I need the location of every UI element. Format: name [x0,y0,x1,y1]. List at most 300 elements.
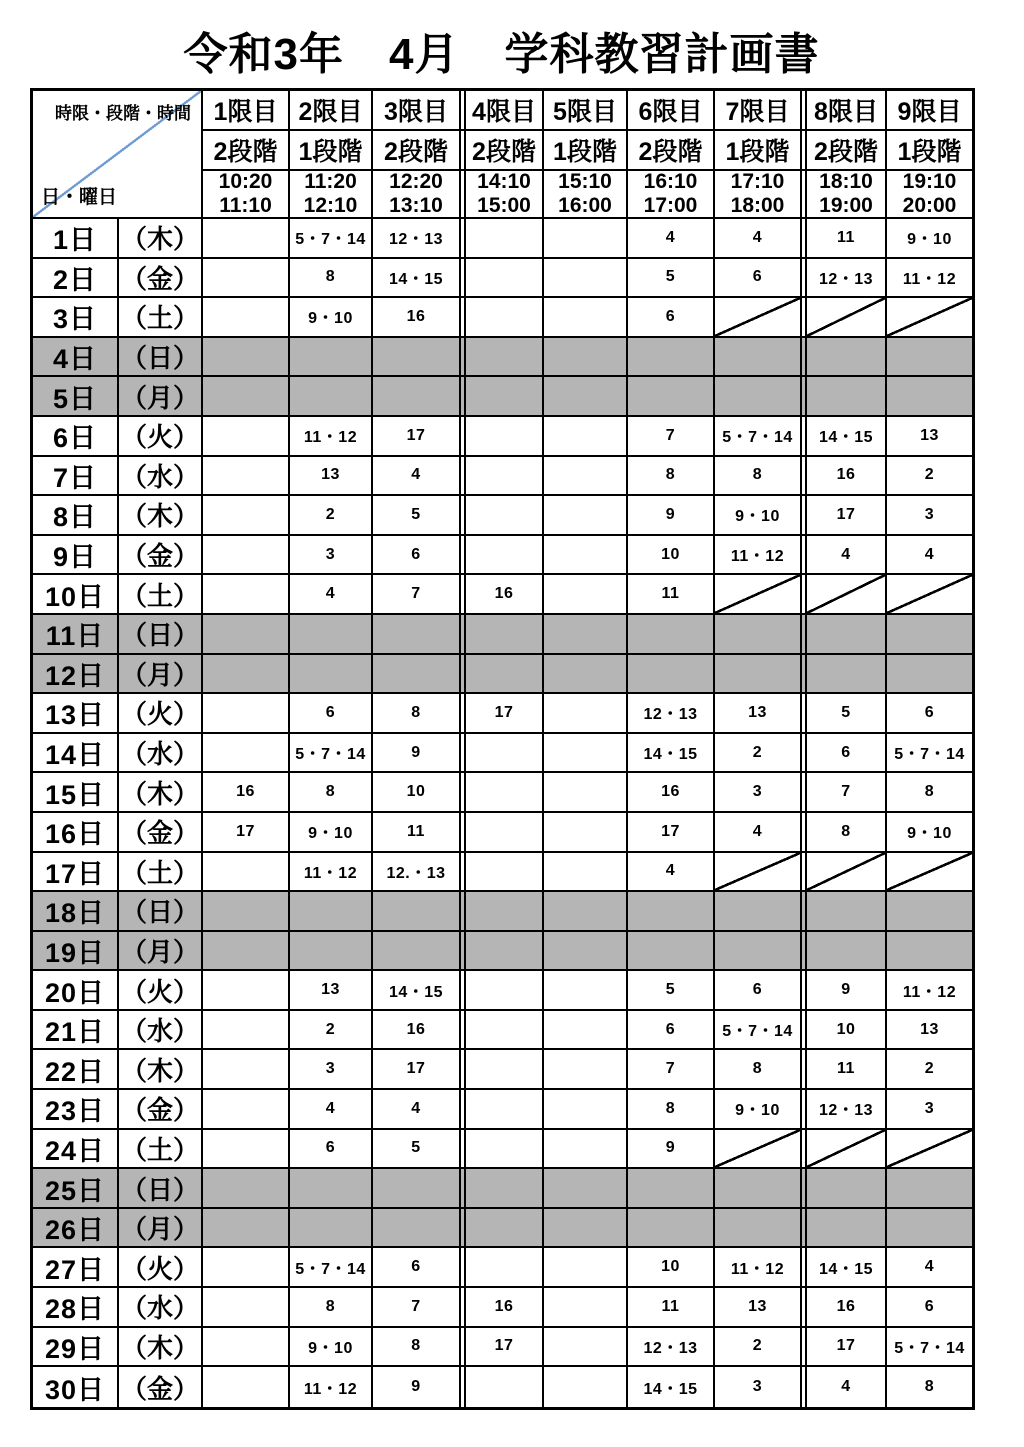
weekday-cell: （土） [119,298,203,338]
double-line-gap [459,1011,466,1051]
end-time: 13:10 [389,194,443,217]
lesson-cell: 8 [715,1050,800,1090]
lesson-cell [807,1169,887,1209]
lesson-cell [887,1209,972,1249]
double-line-gap [800,338,807,378]
day-cell: 8日 [33,496,119,536]
lesson-cell: 5・7・14 [887,1328,972,1368]
lesson-cell [544,338,628,378]
day-cell: 3日 [33,298,119,338]
lesson-cell [544,655,628,695]
weekday-cell: （月） [119,932,203,972]
crossed-out-cell [715,853,800,893]
lesson-cell [628,1209,715,1249]
lesson-cell [544,853,628,893]
crossed-out-cell [887,298,972,338]
lesson-cell: 13 [290,457,373,497]
double-line-gap [459,131,466,171]
lesson-cell [203,457,290,497]
lesson-cell: 4 [290,575,373,615]
lesson-cell [544,1169,628,1209]
time-header-cell [290,171,373,219]
weekday-cell: （水） [119,1288,203,1328]
period-header-cell: 6限目 [628,91,715,131]
day-cell: 6日 [33,417,119,457]
double-line-gap [459,1130,466,1170]
lesson-cell [466,1011,544,1051]
crossed-out-cell [887,1130,972,1170]
day-cell: 10日 [33,575,119,615]
end-time: 18:00 [730,194,785,217]
start-time: 15:10 [558,171,612,194]
lesson-cell: 9・10 [715,496,800,536]
lesson-cell [203,259,290,299]
lesson-cell: 6 [628,1011,715,1051]
lesson-cell: 14・15 [628,734,715,774]
double-line-gap [800,615,807,655]
period-header-cell: 8限目 [807,91,887,131]
lesson-cell [466,417,544,457]
lesson-cell [203,892,290,932]
weekday-cell: （木） [119,773,203,813]
lesson-cell [290,892,373,932]
lesson-cell: 6 [290,694,373,734]
start-time: 17:10 [730,171,785,194]
lesson-cell: 10 [373,773,459,813]
lesson-cell [466,853,544,893]
day-cell: 29日 [33,1328,119,1368]
start-time: 10:20 [218,171,273,194]
lesson-cell [466,259,544,299]
double-line-gap [800,971,807,1011]
lesson-cell [544,694,628,734]
lesson-cell [203,615,290,655]
crossed-out-cell [807,298,887,338]
end-time: 20:00 [902,194,957,217]
double-line-gap [800,734,807,774]
lesson-cell: 5 [628,259,715,299]
lesson-cell [544,1328,628,1368]
double-line-gap [459,457,466,497]
lesson-cell: 11・12 [715,1248,800,1288]
lesson-cell [466,219,544,259]
day-cell: 13日 [33,694,119,734]
lesson-cell [290,1169,373,1209]
lesson-cell: 4 [373,457,459,497]
stage-header-cell: 2段階 [807,131,887,171]
lesson-cell [807,377,887,417]
double-line-gap [800,932,807,972]
lesson-cell: 8 [924,1378,935,1396]
time-header-cell [887,171,972,219]
lesson-cell [628,892,715,932]
period-header-cell: 2限目 [290,91,373,131]
lesson-cell: 7 [628,417,715,457]
lesson-cell: 16 [628,773,715,813]
time-header-cell [807,171,887,219]
lesson-cell [807,1209,887,1249]
double-line-gap [800,171,807,219]
lesson-cell [203,417,290,457]
schedule-table [30,88,975,1410]
weekday-cell: （木） [119,1050,203,1090]
lesson-cell [466,338,544,378]
lesson-cell: 12・13 [807,1090,887,1130]
double-line-gap [800,219,807,259]
lesson-cell [544,1090,628,1130]
lesson-cell [544,298,628,338]
lesson-cell [203,1288,290,1328]
double-line-gap [800,694,807,734]
lesson-cell: 11・12 [290,417,373,457]
double-line-gap [459,615,466,655]
lesson-cell: 9 [628,1130,715,1170]
day-cell: 25日 [33,1169,119,1209]
lesson-cell: 4 [715,813,800,853]
lesson-cell: 11・12 [290,1367,373,1407]
lesson-cell: 4 [715,219,800,259]
corner-top-label: 時限・段階・時間 [55,104,191,123]
lesson-cell [203,1328,290,1368]
lesson-cell: 5・7・14 [290,219,373,259]
lesson-cell: 17 [203,813,290,853]
lesson-cell: 13 [887,1011,972,1051]
lesson-cell [628,655,715,695]
lesson-cell [373,892,459,932]
stage-header-cell: 1段階 [544,131,628,171]
lesson-cell [466,1169,544,1209]
double-line-gap [459,298,466,338]
lesson-cell [887,932,972,972]
lesson-cell [544,219,628,259]
lesson-cell: 14・15 [373,971,459,1011]
lesson-cell [466,1248,544,1288]
lesson-cell [373,615,459,655]
lesson-cell [373,932,459,972]
lesson-cell: 8 [715,457,800,497]
lesson-cell: 2 [715,1328,800,1368]
lesson-cell [807,338,887,378]
lesson-cell: 2 [715,734,800,774]
stage-header-cell: 1段階 [715,131,800,171]
crossed-out-cell [807,1130,887,1170]
lesson-cell: 6 [807,734,887,774]
lesson-cell: 4 [628,219,715,259]
lesson-cell: 2 [887,1050,972,1090]
lesson-cell [544,1248,628,1288]
lesson-cell [203,536,290,576]
double-line-gap [800,259,807,299]
crossed-out-cell [715,298,800,338]
double-line-gap [800,496,807,536]
day-cell: 21日 [33,1011,119,1051]
lesson-cell [887,338,972,378]
double-line-gap [800,853,807,893]
lesson-cell: 16 [373,1011,459,1051]
lesson-cell [203,377,290,417]
lesson-cell: 17 [373,1050,459,1090]
lesson-cell [887,655,972,695]
lesson-cell [807,892,887,932]
start-time: 16:10 [643,171,698,194]
time-header-cell [203,171,290,219]
lesson-cell [544,932,628,972]
lesson-cell [628,932,715,972]
lesson-cell: 14・15 [373,259,459,299]
lesson-cell: 6 [373,1248,459,1288]
end-time: 11:10 [219,194,272,217]
day-cell: 24日 [33,1130,119,1170]
lesson-cell [466,1130,544,1170]
lesson-cell [715,655,800,695]
lesson-cell: 13 [887,417,972,457]
lesson-cell [203,1169,290,1209]
lesson-cell: 8 [373,1328,459,1368]
weekday-cell: （木） [119,219,203,259]
lesson-cell: 16 [373,298,459,338]
double-line-gap [459,694,466,734]
double-line-gap [459,1328,466,1368]
double-line-gap [459,1090,466,1130]
lesson-cell: 10 [807,1011,887,1051]
lesson-cell: 17 [466,694,544,734]
lesson-cell [466,496,544,536]
lesson-cell: 11・12 [887,259,972,299]
double-line-gap [800,1011,807,1051]
lesson-cell: 5・7・14 [715,417,800,457]
stage-header-cell: 2段階 [466,131,544,171]
double-line-gap [459,338,466,378]
lesson-cell: 11 [628,1288,715,1328]
time-header-cell [466,171,544,219]
lesson-cell: 14・15 [807,1248,887,1288]
double-line-gap [800,892,807,932]
lesson-cell: 3 [887,496,972,536]
lesson-cell [203,496,290,536]
lesson-cell: 3 [752,1378,763,1396]
lesson-cell: 8 [290,773,373,813]
lesson-cell [544,1011,628,1051]
weekday-cell: （月） [119,655,203,695]
weekday-cell: （土） [119,1130,203,1170]
weekday-cell: （水） [119,1011,203,1051]
lesson-cell: 4 [373,1090,459,1130]
crossed-out-cell [807,853,887,893]
day-cell: 22日 [33,1050,119,1090]
lesson-cell: 17 [807,1328,887,1368]
crossed-out-cell [887,575,972,615]
lesson-cell [628,377,715,417]
lesson-cell [544,1288,628,1328]
lesson-cell: 16 [203,773,290,813]
lesson-cell [544,1050,628,1090]
lesson-cell: 9 [373,734,459,774]
lesson-cell: 6 [715,971,800,1011]
lesson-cell [715,377,800,417]
double-line-gap [800,1288,807,1328]
stage-header-cell: 2段階 [373,131,459,171]
lesson-cell: 4 [807,536,887,576]
day-cell: 16日 [33,813,119,853]
start-time: 11:20 [304,171,357,194]
lesson-cell: 11 [373,813,459,853]
lesson-cell: 5・7・14 [290,734,373,774]
period-header-cell: 1限目 [203,91,290,131]
lesson-cell: 8 [887,773,972,813]
lesson-cell: 9・10 [887,219,972,259]
lesson-cell: 11・12 [290,853,373,893]
lesson-cell [466,536,544,576]
double-line-gap [459,1209,466,1249]
lesson-cell: 9 [411,1378,421,1396]
lesson-cell [544,457,628,497]
lesson-cell: 11 [807,1050,887,1090]
lesson-cell: 9・10 [715,1090,800,1130]
day-cell: 17日 [33,853,119,893]
weekday-cell: （月） [119,1209,203,1249]
lesson-cell: 6 [887,694,972,734]
period-header-cell: 5限目 [544,91,628,131]
day-cell: 18日 [33,892,119,932]
lesson-cell: 3 [290,1050,373,1090]
lesson-cell: 17 [466,1328,544,1368]
weekday-cell: （日） [119,892,203,932]
weekday-cell: （土） [119,575,203,615]
double-line-gap [459,259,466,299]
lesson-cell [203,655,290,695]
lesson-cell [203,219,290,259]
lesson-cell [203,734,290,774]
lesson-cell: 6 [373,536,459,576]
day-cell: 4日 [33,338,119,378]
end-time: 17:00 [643,194,698,217]
time-header-cell [715,171,800,219]
day-cell: 11日 [33,615,119,655]
lesson-cell [466,1050,544,1090]
lesson-cell: 5 [373,496,459,536]
lesson-cell: 6 [290,1130,373,1170]
weekday-cell: （日） [119,615,203,655]
stage-header-cell: 1段階 [887,131,972,171]
lesson-cell [466,773,544,813]
period-header-cell: 4限目 [466,91,544,131]
day-cell: 30日 [33,1367,119,1407]
lesson-cell [203,694,290,734]
day-cell: 20日 [33,971,119,1011]
lesson-cell [466,457,544,497]
lesson-cell: 9・10 [290,1328,373,1368]
lesson-cell: 10 [628,536,715,576]
crossed-out-cell [715,1130,800,1170]
lesson-cell: 9・10 [290,813,373,853]
double-line-gap [459,219,466,259]
day-cell: 12日 [33,655,119,695]
lesson-cell [466,892,544,932]
lesson-cell [466,655,544,695]
lesson-cell [203,1011,290,1051]
lesson-cell [203,1367,290,1407]
weekday-cell: （日） [119,1169,203,1209]
double-line-gap [459,1169,466,1209]
lesson-cell [715,1169,800,1209]
weekday-cell: （水） [119,734,203,774]
lesson-cell: 10 [628,1248,715,1288]
day-cell: 5日 [33,377,119,417]
lesson-cell: 4 [290,1090,373,1130]
lesson-cell [373,338,459,378]
lesson-cell: 12・13 [628,1328,715,1368]
stage-header-cell: 2段階 [203,131,290,171]
double-line-gap [459,496,466,536]
day-cell: 19日 [33,932,119,972]
crossed-out-cell [887,853,972,893]
lesson-cell [628,338,715,378]
lesson-cell [887,377,972,417]
weekday-cell: （日） [119,338,203,378]
day-cell: 28日 [33,1288,119,1328]
double-line-gap [800,1130,807,1170]
lesson-cell [544,259,628,299]
double-line-gap [800,1367,807,1407]
end-time: 15:00 [477,194,531,217]
weekday-cell: （金） [119,813,203,853]
day-cell: 14日 [33,734,119,774]
lesson-cell: 4 [887,1248,972,1288]
double-line-gap [459,853,466,893]
double-line-gap [459,1248,466,1288]
day-cell: 7日 [33,457,119,497]
lesson-cell [203,932,290,972]
lesson-cell [203,1248,290,1288]
lesson-cell: 13 [715,1288,800,1328]
crossed-out-cell [715,575,800,615]
double-line-gap [800,536,807,576]
weekday-cell: （月） [119,377,203,417]
lesson-cell: 12・13 [807,259,887,299]
crossed-out-cell [807,575,887,615]
lesson-cell: 6 [628,298,715,338]
lesson-cell: 16 [466,1288,544,1328]
double-line-gap [800,575,807,615]
start-time: 19:10 [902,171,957,194]
lesson-cell [544,575,628,615]
lesson-cell [373,1209,459,1249]
lesson-cell [203,1050,290,1090]
lesson-cell: 13 [290,971,373,1011]
double-line-gap [459,536,466,576]
period-header-cell: 7限目 [715,91,800,131]
lesson-cell: 3 [290,536,373,576]
lesson-cell [544,377,628,417]
lesson-cell [715,615,800,655]
double-line-gap [459,892,466,932]
double-line-gap [800,417,807,457]
double-line-gap [800,1328,807,1368]
lesson-cell: 7 [807,773,887,813]
lesson-cell [887,1169,972,1209]
lesson-cell: 4 [807,1367,887,1407]
lesson-cell: 17 [807,496,887,536]
lesson-cell [466,932,544,972]
lesson-cell: 9・10 [290,298,373,338]
double-line-gap [800,1209,807,1249]
double-line-gap [800,1248,807,1288]
day-cell: 26日 [33,1209,119,1249]
lesson-cell: 9 [807,971,887,1011]
lesson-cell [203,1090,290,1130]
lesson-cell [544,734,628,774]
end-time: 12:10 [303,194,358,217]
